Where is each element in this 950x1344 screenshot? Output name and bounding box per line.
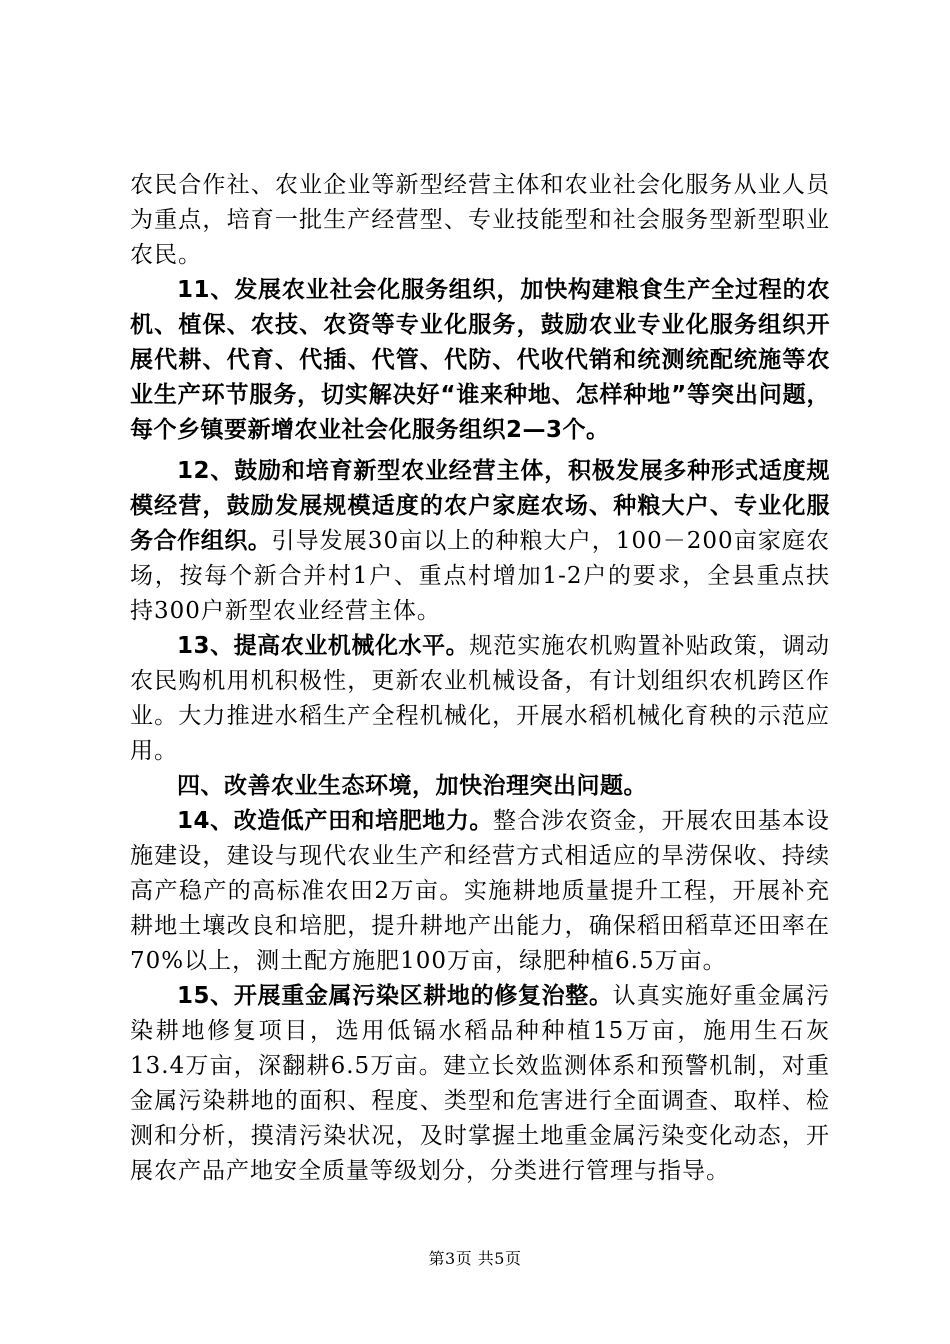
section-heading-text: 四、改善农业生态环境，加快治理突出问题。 bbox=[177, 773, 647, 799]
paragraph-text: 认真实施好重金属污染耕地修复项目，选用低镉水稻品种种植15万亩，施用生石灰13.4万亩，深翻耕6.5万亩。建立长效监测体系和预警机制，对重金属污染耕地的面积、程度、类型和危害进行全面调查、取样、检测和分析，摸清污染状况，及时掌握土地重金属污染变化动态，开展农产品产地安全质量等级划分，分类进行管理与指导。 bbox=[130, 983, 831, 1184]
paragraph-lead: 11、发展农业社会化服务组织，加快构建粮食生产全过程的农机、植保、农技、农资等专业化服务，鼓励农业专业化服务组织开展代耕、代育、代插、代管、代防、代收代销和统测统配统施等农业生产环节服务，切实解决好“谁来种地、怎样种地”等突出问题，每个乡镇要新增农业社会化服务组织2—3个。 bbox=[130, 277, 830, 443]
paragraph-continuation bbox=[130, 168, 830, 273]
paragraph-text: 规范实施农机购置补贴政策，调动农民购机用机积极性，更新农业机械设备，有计划组织农机跨区作业。大力推进水稻生产全程机械化，开展水稻机械化育秧的示范应用。 bbox=[130, 633, 831, 764]
paragraph-text: 农民合作社、农业企业等新型经营主体和农业社会化服务从业人员为重点，培育一批生产经营型、专业技能型和社会服务型新型职业农民。 bbox=[130, 172, 830, 268]
paragraph-item-12 bbox=[130, 454, 830, 629]
paragraph-lead: 12、鼓励和培育新型农业经营主体，积极发展多种形式适度规模经营，鼓励发展规模适度的农户家庭农场、种粮大户、专业化服务合作组织。 bbox=[130, 458, 830, 554]
paragraph-item-13 bbox=[130, 629, 830, 769]
paragraph-item-15 bbox=[130, 979, 830, 1189]
section-heading-4 bbox=[130, 769, 830, 804]
paragraph-item-11 bbox=[130, 273, 830, 448]
paragraph-lead: 15、开展重金属污染区耕地的修复治整。 bbox=[177, 983, 613, 1009]
paragraph-lead: 14、改造低产田和培肥地力。 bbox=[177, 808, 493, 834]
paragraph-text: 整合涉农资金，开展农田基本设施建设，建设与现代农业生产和经营方式相适应的旱涝保收、持续高产稳产的高标准农田2万亩。实施耕地质量提升工程，开展补充耕地土壤改良和培肥，提升耕地产出能力，确保稻田稻草还田率在70%以上，测土配方施肥100万亩，绿肥种植6.5万亩。 bbox=[130, 808, 830, 974]
paragraph-lead: 13、提高农业机械化水平。 bbox=[177, 633, 470, 659]
paragraph-text: 引导发展30亩以上的种粮大户，100－200亩家庭农场，按每个新合并村1户、重点村增加1-2户的要求，全县重点扶持300户新型农业经营主体。 bbox=[130, 528, 830, 624]
paragraph-item-14 bbox=[130, 804, 830, 979]
page-number-footer: 第3页 共5页 bbox=[428, 1249, 522, 1268]
document-body bbox=[130, 168, 830, 1189]
